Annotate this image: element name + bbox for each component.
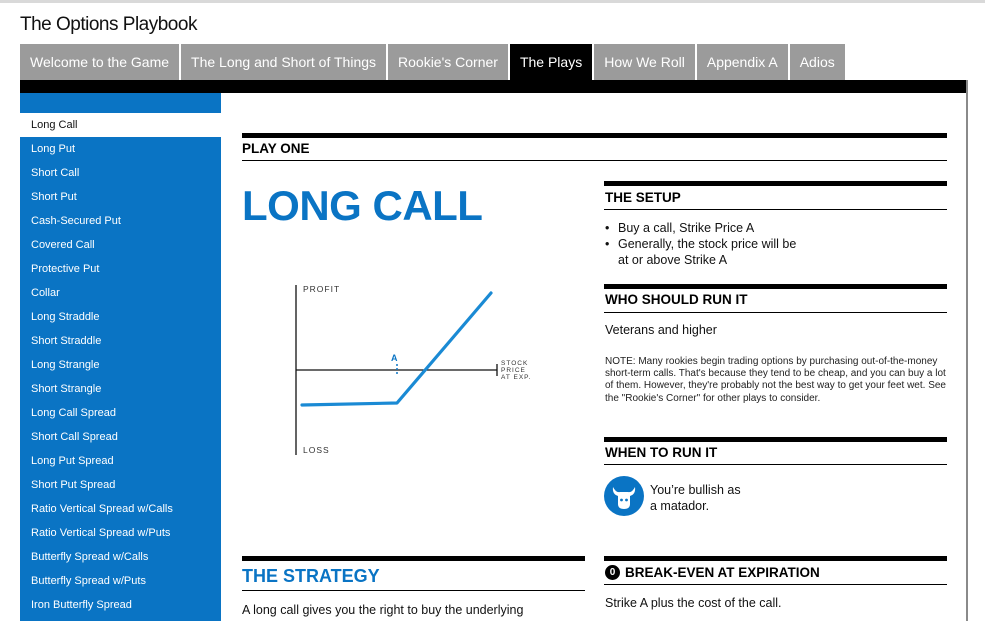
when-text	[650, 482, 741, 514]
when-rule-top	[604, 437, 947, 442]
sidebar-item-long-call[interactable]: Long Call	[20, 113, 221, 137]
sidebar-item-collar[interactable]: Collar	[31, 287, 60, 299]
x-axis-label-2: PRICE	[501, 367, 526, 374]
setup-bullets	[605, 220, 796, 268]
sidebar-item-short-call-spread[interactable]: Short Call Spread	[31, 431, 118, 443]
payoff-diagram	[285, 278, 532, 463]
tab-appendix-a[interactable]: Appendix A	[697, 44, 788, 80]
x-axis-label-1: STOCK	[501, 360, 529, 367]
setup-bullet-continued: at or above Strike A	[618, 253, 728, 267]
sidebar-item-long-strangle[interactable]: Long Strangle	[31, 359, 100, 371]
setup-rule-top	[604, 181, 947, 186]
sidebar-item-short-call[interactable]: Short Call	[31, 167, 80, 179]
sidebar-item-ratio-vertical-puts[interactable]: Ratio Vertical Spread w/Puts	[31, 527, 171, 539]
who-text: Veterans and higher	[605, 323, 717, 337]
x-axis-label-3: AT EXP.	[501, 374, 532, 381]
play-label: PLAY ONE	[242, 141, 310, 156]
sidebar-item-long-put[interactable]: Long Put	[31, 143, 76, 155]
sidebar-item-short-straddle[interactable]: Short Straddle	[31, 335, 102, 347]
sidebar-item-ratio-vertical-calls[interactable]: Ratio Vertical Spread w/Calls	[31, 503, 173, 515]
when-line-1: You’re bullish as	[650, 483, 741, 497]
sidebar-item-short-put-spread[interactable]: Short Put Spread	[31, 479, 116, 491]
tab-the-plays[interactable]: The Plays	[510, 44, 592, 80]
who-rule-bottom	[604, 312, 947, 313]
strike-a-label: A	[391, 353, 398, 363]
tab-welcome[interactable]: Welcome to the Game	[20, 44, 179, 80]
sidebar-item-short-strangle[interactable]: Short Strangle	[31, 383, 102, 395]
sidebar-item-cash-secured-put[interactable]: Cash-Secured Put	[31, 215, 121, 227]
tab-rookies-corner[interactable]: Rookie's Corner	[388, 44, 508, 80]
setup-heading: THE SETUP	[605, 190, 681, 205]
sidebar-item-butterfly-calls[interactable]: Butterfly Spread w/Calls	[31, 551, 149, 563]
sidebar-item-short-put[interactable]: Short Put	[31, 191, 77, 203]
breakeven-rule-bottom	[604, 584, 947, 585]
sidebar-item-long-put-spread[interactable]: Long Put Spread	[31, 455, 114, 467]
play-header-rule-bottom	[242, 160, 947, 161]
play-header-rule-top	[242, 133, 947, 138]
setup-bullet: • Buy a call, Strike Price A	[605, 220, 796, 236]
sidebar-item-covered-call[interactable]: Covered Call	[31, 239, 95, 251]
sidebar-item-long-straddle[interactable]: Long Straddle	[31, 311, 100, 323]
setup-rule-bottom	[604, 209, 947, 210]
loss-label: LOSS	[303, 445, 330, 455]
setup-bullet: • Generally, the stock price will be	[605, 236, 796, 252]
main-nav-tabs	[20, 44, 847, 80]
top-border	[0, 0, 985, 3]
who-heading: WHO SHOULD RUN IT	[605, 292, 748, 307]
tab-how-we-roll[interactable]: How We Roll	[594, 44, 695, 80]
profit-label: PROFIT	[303, 284, 341, 294]
sidebar-item-iron-butterfly[interactable]: Iron Butterfly Spread	[31, 599, 132, 611]
sidebar-item-butterfly-puts[interactable]: Butterfly Spread w/Puts	[31, 575, 146, 587]
strategy-rule-top	[242, 556, 585, 561]
strategy-rule-bottom	[242, 590, 585, 591]
breakeven-text: Strike A plus the cost of the call.	[605, 596, 782, 610]
payoff-line	[302, 293, 491, 405]
content-top-bar	[20, 80, 968, 93]
site-title: The Options Playbook	[20, 14, 197, 35]
breakeven-heading: BREAK-EVEN AT EXPIRATION	[625, 565, 820, 580]
when-line-2: a matador.	[650, 499, 710, 513]
content-right-border	[966, 80, 968, 621]
when-rule-bottom	[604, 464, 947, 465]
breakeven-icon: 0	[605, 565, 620, 580]
who-rule-top	[604, 284, 947, 289]
tab-long-and-short[interactable]: The Long and Short of Things	[181, 44, 386, 80]
sidebar-play-list	[20, 93, 221, 621]
page-title: LONG CALL	[242, 182, 483, 229]
strategy-text: A long call gives you the right to buy the underlying	[242, 603, 524, 617]
breakeven-rule-top	[604, 556, 947, 561]
sidebar-item-long-call-spread[interactable]: Long Call Spread	[31, 407, 117, 419]
sidebar-item-protective-put[interactable]: Protective Put	[31, 263, 100, 275]
who-note: NOTE: Many rookies begin trading options by purchasing out-of-the-money short-term calls. That's because they tend to be cheap, and you can buy a lot of them. However, they're probably not the best way to get your feet wet. See the "Rookie's Corner" for other plays to consider.	[605, 356, 946, 404]
bull-icon	[604, 476, 644, 516]
strategy-heading: THE STRATEGY	[242, 566, 380, 586]
when-heading: WHEN TO RUN IT	[605, 445, 718, 460]
tab-adios[interactable]: Adios	[790, 44, 845, 80]
